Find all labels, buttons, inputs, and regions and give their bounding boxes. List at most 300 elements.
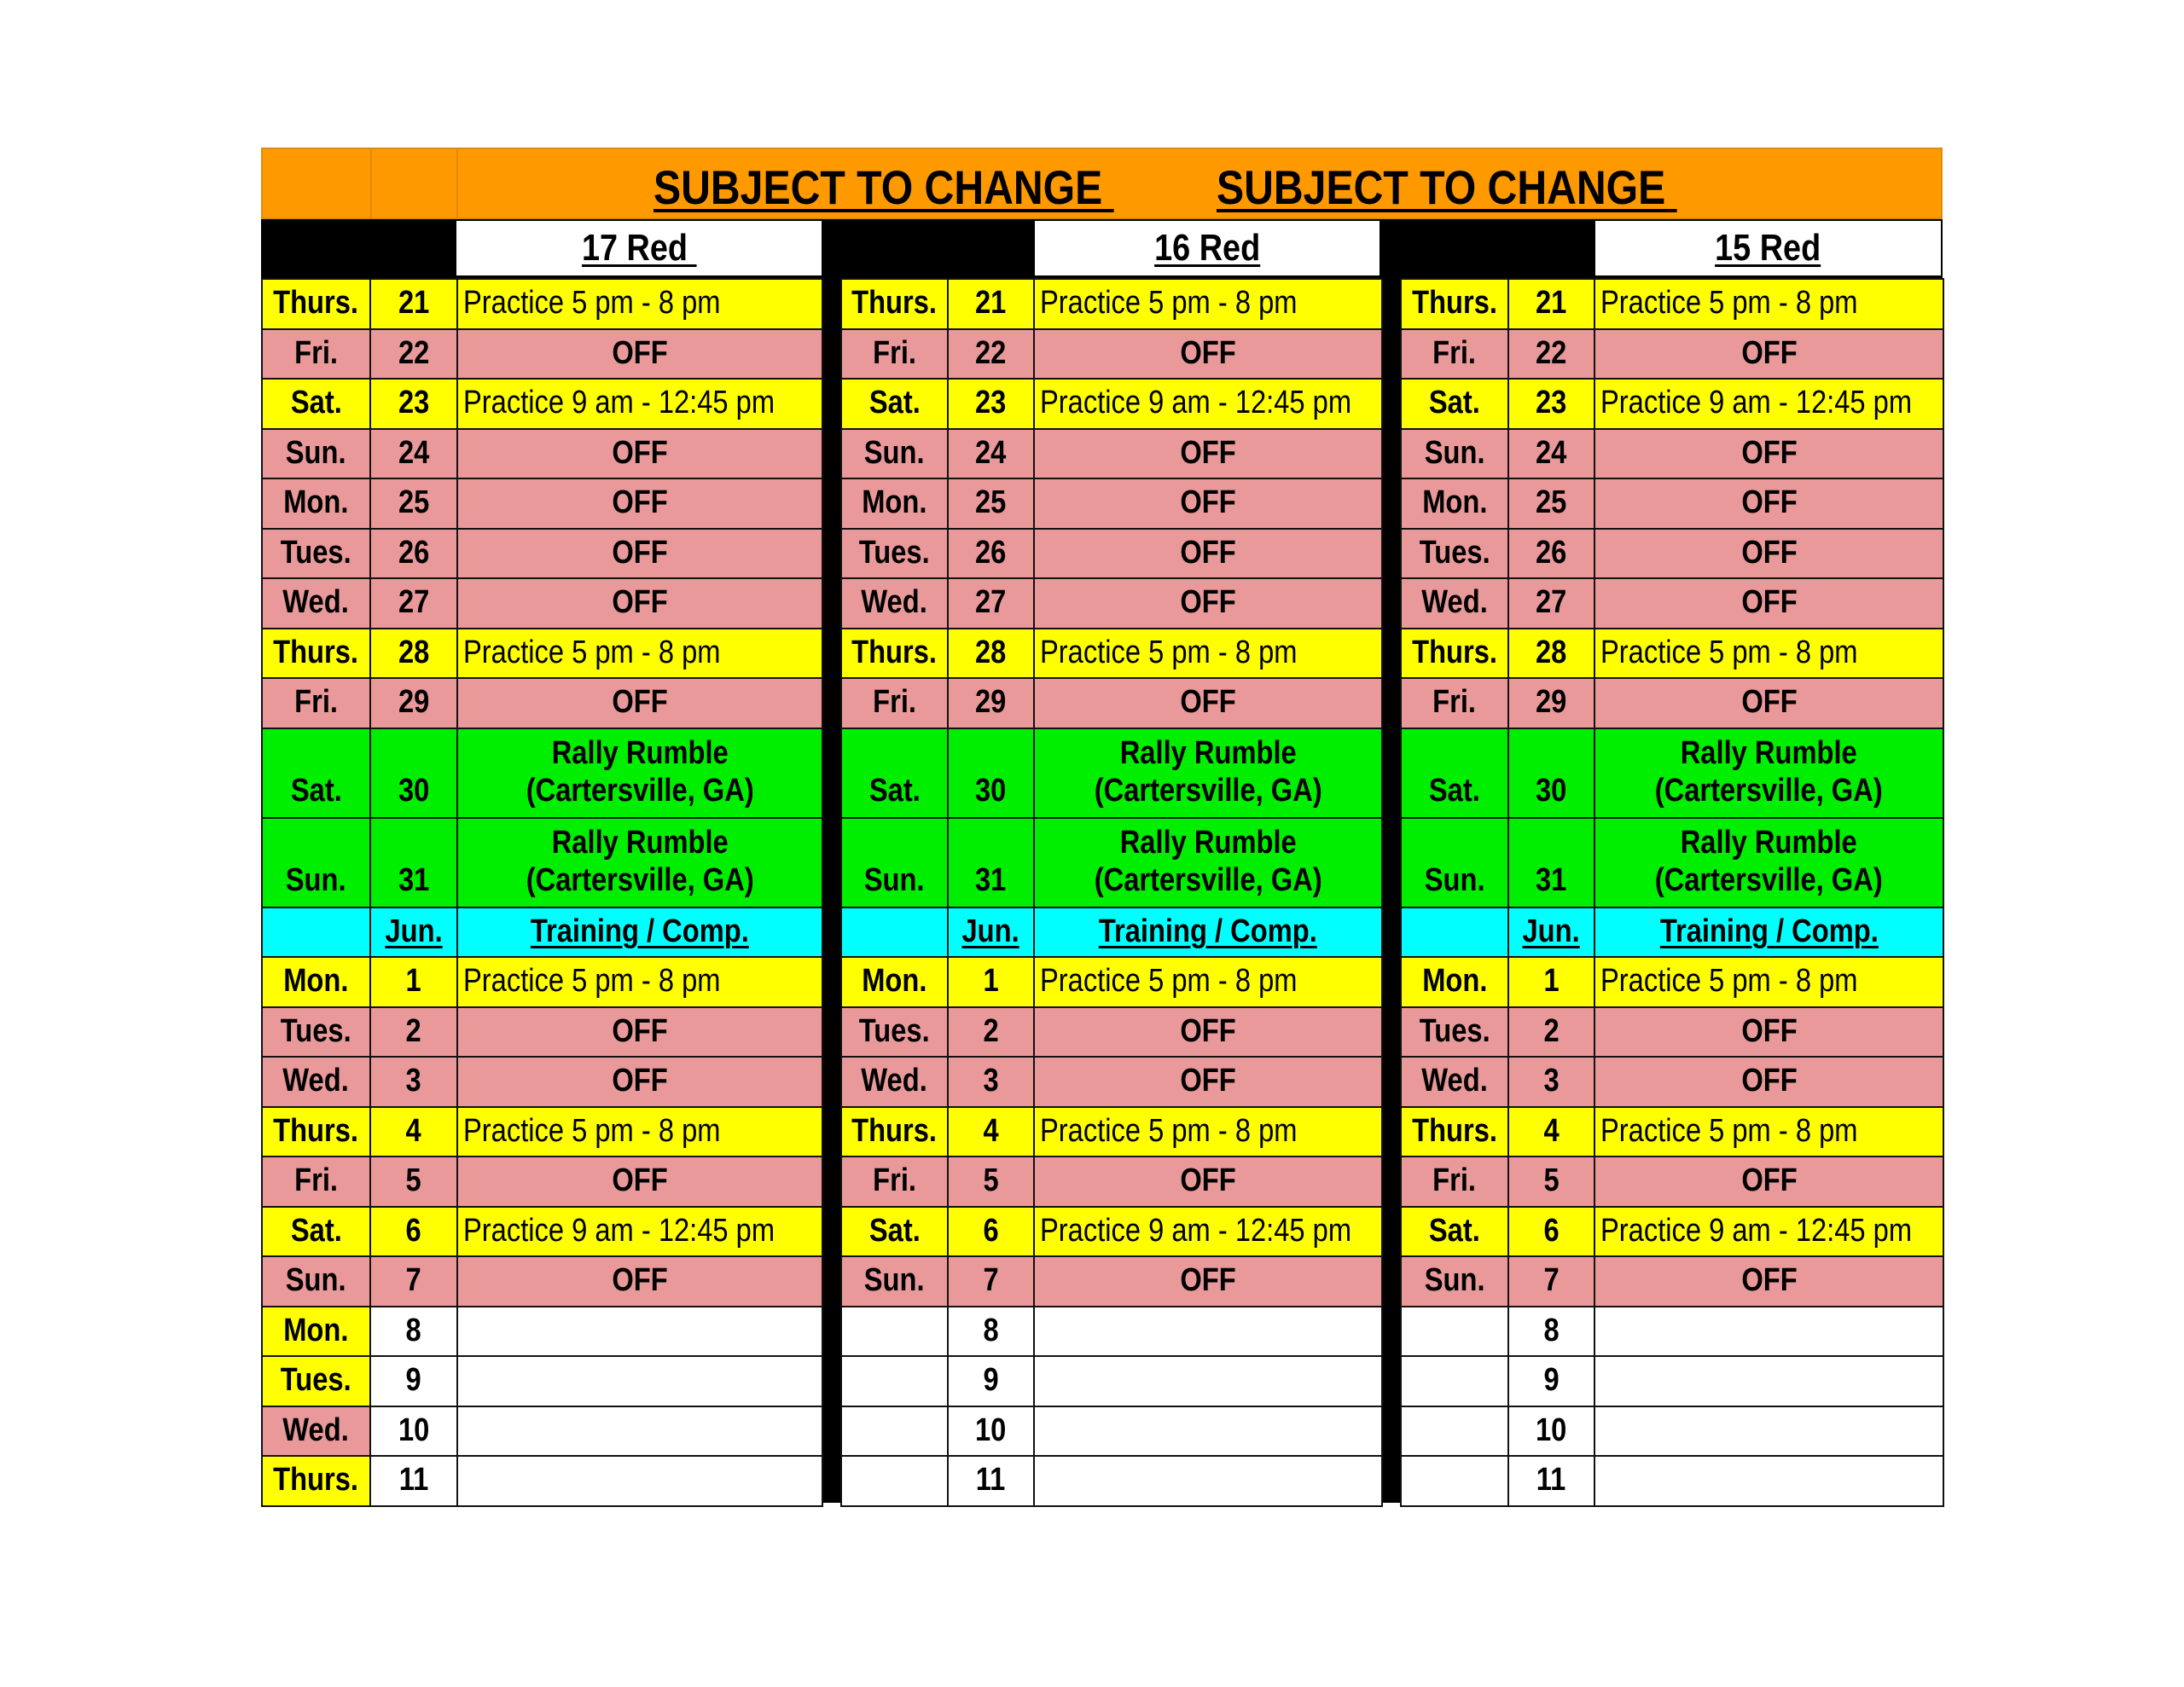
event-cell (1033, 1306, 1383, 1358)
event-cell (1033, 1056, 1383, 1108)
date-cell (369, 956, 458, 1008)
day-cell-text: Tues. (1419, 534, 1490, 571)
event-cell-text: OFF (612, 1063, 668, 1099)
day-cell-text: Tues. (859, 534, 930, 571)
event-cell (456, 907, 823, 959)
date-cell (369, 1255, 458, 1307)
day-cell (261, 528, 371, 580)
date-cell (1507, 1255, 1595, 1307)
day-cell-text: Sat. (868, 1212, 921, 1249)
date-cell-text: 8 (405, 1312, 422, 1348)
date-cell (1507, 677, 1595, 729)
day-cell (840, 528, 949, 580)
day-cell (1400, 378, 1509, 430)
day-cell (261, 378, 371, 430)
event-cell (1594, 528, 1944, 580)
event-cell-text: Rally Rumble (Cartersville, GA) (526, 825, 754, 898)
date-cell (1507, 278, 1595, 330)
day-cell-text: Wed. (861, 584, 928, 621)
date-cell (369, 1056, 458, 1108)
day-cell (840, 728, 949, 819)
date-cell (1507, 817, 1595, 908)
day-cell (840, 907, 949, 959)
date-cell-text: 28 (1536, 634, 1567, 670)
day-cell (1400, 577, 1509, 629)
date-cell (1507, 1355, 1595, 1407)
event-cell (456, 528, 823, 580)
event-cell (1594, 956, 1944, 1008)
event-cell (1594, 817, 1944, 908)
schedule-row (261, 428, 1943, 480)
date-cell (947, 1156, 1035, 1208)
date-cell-text: Jun. (961, 913, 1020, 949)
event-cell (456, 278, 823, 330)
day-cell-text: Thurs. (273, 634, 359, 670)
event-cell (1594, 1255, 1944, 1307)
day-cell (840, 1306, 949, 1358)
date-cell (369, 528, 458, 580)
event-cell-text: OFF (1740, 434, 1798, 471)
date-cell-text: 9 (1543, 1362, 1560, 1399)
event-cell (1594, 428, 1944, 480)
date-cell-text: 9 (405, 1362, 422, 1399)
event-cell (456, 1206, 823, 1258)
day-cell-text: Tues. (281, 1362, 351, 1399)
day-cell (840, 378, 949, 430)
day-cell-text: Fri. (873, 334, 916, 371)
event-cell-text: Practice 5 pm - 8 pm (1040, 285, 1298, 322)
day-cell (1400, 478, 1509, 530)
day-cell-text: Thurs. (1412, 1112, 1497, 1149)
date-cell (1507, 1056, 1595, 1108)
event-cell (456, 1056, 823, 1108)
event-cell-text: Practice 5 pm - 8 pm (463, 1112, 721, 1149)
date-cell (369, 428, 458, 480)
day-cell (261, 956, 371, 1008)
date-cell (369, 1156, 458, 1208)
date-cell (947, 677, 1035, 729)
date-cell-text: 31 (975, 861, 1007, 898)
day-cell-text: Mon. (283, 963, 349, 1000)
day-cell (261, 628, 371, 680)
date-cell-text: Jun. (385, 913, 443, 949)
subject-to-change-banner (261, 148, 1943, 219)
event-cell-text: Rally Rumble (Cartersville, GA) (1094, 735, 1322, 809)
date-cell-text: 21 (975, 285, 1007, 322)
date-cell-text: 10 (1536, 1412, 1567, 1448)
event-cell (1594, 577, 1944, 629)
date-cell (947, 1455, 1035, 1507)
event-cell-text: OFF (612, 534, 668, 571)
date-cell (1507, 1106, 1595, 1158)
date-cell-text: 4 (1543, 1112, 1560, 1149)
event-cell (456, 1006, 823, 1058)
schedule-row (261, 677, 1943, 729)
day-cell (840, 1355, 949, 1407)
day-cell-text: Wed. (1421, 1063, 1488, 1099)
date-cell (369, 907, 458, 959)
date-cell-text: 29 (1536, 684, 1567, 721)
event-cell (1033, 728, 1383, 819)
event-cell-text: Practice 5 pm - 8 pm (1600, 634, 1858, 670)
day-cell-text: Tues. (1419, 1012, 1490, 1049)
day-cell (261, 1306, 371, 1358)
date-cell-text: 8 (983, 1312, 999, 1348)
date-cell-text: 23 (398, 385, 430, 421)
event-cell-text: OFF (1740, 1162, 1798, 1199)
day-cell-text: Sat. (868, 385, 921, 421)
event-cell-text: Practice 9 am - 12:45 pm (463, 1212, 775, 1249)
schedule-row (261, 1306, 1943, 1358)
date-cell-text: 26 (975, 534, 1007, 571)
date-cell-text: 7 (983, 1262, 999, 1299)
day-cell (840, 817, 949, 908)
date-cell (369, 628, 458, 680)
event-cell-text: OFF (1180, 534, 1236, 571)
event-cell (1033, 907, 1383, 959)
event-cell (456, 1156, 823, 1208)
day-cell (261, 1255, 371, 1307)
date-cell (1507, 956, 1595, 1008)
event-cell-text: Training / Comp. (530, 913, 750, 949)
date-cell (1507, 728, 1595, 819)
schedule-row (261, 1056, 1943, 1108)
event-cell (1033, 428, 1383, 480)
day-cell-text: Thurs. (1412, 634, 1497, 670)
date-cell-text: 11 (976, 1462, 1006, 1499)
date-cell (369, 328, 458, 380)
event-cell (1594, 1206, 1944, 1258)
date-cell-text: 1 (983, 963, 999, 1000)
day-cell (1400, 1206, 1509, 1258)
date-cell-text: 6 (983, 1212, 999, 1249)
schedule-row (261, 378, 1943, 430)
day-cell-text: Thurs. (273, 285, 359, 322)
event-cell-text: Practice 9 am - 12:45 pm (463, 385, 775, 421)
schedule-row (261, 956, 1943, 1008)
event-cell (1594, 1056, 1944, 1108)
date-cell-text: 7 (405, 1262, 422, 1299)
event-cell (456, 1306, 823, 1358)
date-cell (947, 956, 1035, 1008)
event-cell-text: OFF (1180, 1012, 1236, 1049)
event-cell-text: OFF (1740, 1012, 1798, 1049)
event-cell (1594, 628, 1944, 680)
day-cell-text: Fri. (294, 334, 338, 371)
day-cell (261, 677, 371, 729)
date-cell (1507, 1156, 1595, 1208)
event-cell (1594, 1455, 1944, 1507)
date-cell-text: 22 (975, 334, 1007, 371)
event-cell (1033, 1156, 1383, 1208)
event-cell-text: Rally Rumble (Cartersville, GA) (1654, 735, 1883, 809)
schedule-row (261, 528, 1943, 580)
event-cell-text: OFF (612, 584, 668, 621)
event-cell-text: Practice 5 pm - 8 pm (1040, 963, 1298, 1000)
day-cell-text: Sun. (286, 861, 346, 898)
day-cell-text: Fri. (294, 684, 338, 721)
date-cell (369, 378, 458, 430)
day-cell (840, 278, 949, 330)
day-cell (840, 328, 949, 380)
event-cell (1033, 378, 1383, 430)
date-cell-text: 23 (1536, 385, 1567, 421)
day-cell (1400, 1106, 1509, 1158)
day-cell (840, 628, 949, 680)
day-cell-text: Sun. (286, 1262, 346, 1299)
day-cell-text: Tues. (281, 534, 351, 571)
event-cell (456, 577, 823, 629)
date-cell-text: 28 (398, 634, 430, 670)
schedule-row (261, 1406, 1943, 1458)
date-cell (947, 1355, 1035, 1407)
event-cell (456, 817, 823, 908)
day-cell-text: Sat. (1429, 772, 1480, 809)
date-cell (369, 1206, 458, 1258)
date-cell-text: 6 (405, 1212, 422, 1249)
event-cell (1594, 1156, 1944, 1208)
day-cell (261, 428, 371, 480)
day-cell (840, 956, 949, 1008)
date-cell-text: 22 (1536, 334, 1567, 371)
day-cell (261, 1106, 371, 1158)
event-cell-text: OFF (1740, 684, 1798, 721)
day-cell (1400, 628, 1509, 680)
event-cell (456, 628, 823, 680)
day-cell-text: Sat. (290, 1212, 342, 1249)
day-cell-text: Mon. (283, 1312, 349, 1348)
date-cell-text: 21 (398, 285, 430, 322)
schedule-row (261, 1006, 1943, 1058)
day-cell (1400, 956, 1509, 1008)
event-cell (1594, 677, 1944, 729)
date-cell (369, 1106, 458, 1158)
day-cell-text: Sat. (1429, 1212, 1480, 1249)
day-cell (1400, 1306, 1509, 1358)
date-cell (947, 528, 1035, 580)
date-cell (369, 677, 458, 729)
day-cell-text: Wed. (282, 1412, 350, 1448)
day-cell (261, 907, 371, 959)
day-cell (261, 278, 371, 330)
date-cell (1507, 907, 1595, 959)
schedule-row (261, 1355, 1943, 1407)
event-cell-text: Rally Rumble (Cartersville, GA) (526, 735, 754, 809)
day-cell (1400, 328, 1509, 380)
event-cell-text: Practice 5 pm - 8 pm (463, 285, 721, 322)
event-cell (1594, 1006, 1944, 1058)
day-cell (261, 478, 371, 530)
event-cell-text: Practice 5 pm - 8 pm (1600, 963, 1858, 1000)
day-cell (1400, 278, 1509, 330)
date-cell-text: 31 (1536, 861, 1567, 898)
day-cell (840, 677, 949, 729)
date-cell-text: 22 (398, 334, 430, 371)
date-cell-text: 21 (1536, 285, 1567, 322)
date-cell-text: 10 (975, 1412, 1007, 1448)
event-cell-text: OFF (1180, 334, 1236, 371)
day-cell (1400, 1406, 1509, 1458)
day-cell-text: Fri. (1432, 334, 1477, 371)
banner-divider (456, 149, 458, 217)
event-cell (1033, 1355, 1383, 1407)
date-cell-text: 3 (1543, 1063, 1560, 1099)
event-cell-text: OFF (1740, 334, 1798, 371)
event-cell (1033, 1406, 1383, 1458)
date-cell (947, 478, 1035, 530)
date-cell (1507, 1406, 1595, 1458)
event-cell-text: OFF (1740, 484, 1798, 521)
event-cell-text: OFF (1180, 1162, 1236, 1199)
date-cell-text: 3 (983, 1063, 999, 1099)
event-cell (1033, 328, 1383, 380)
team-name: 17 Red (581, 227, 697, 269)
date-cell (947, 1255, 1035, 1307)
date-cell (947, 328, 1035, 380)
team-name: 16 Red (1153, 227, 1261, 269)
day-cell-text: Mon. (862, 963, 927, 1000)
event-cell (1594, 907, 1944, 959)
day-cell (261, 728, 371, 819)
event-cell-text: OFF (1180, 1063, 1236, 1099)
event-cell (1594, 278, 1944, 330)
date-cell-text: 23 (975, 385, 1007, 421)
date-cell-text: 30 (1536, 772, 1567, 809)
day-cell-text: Sat. (868, 772, 921, 809)
day-cell (1400, 1455, 1509, 1507)
event-cell (1033, 528, 1383, 580)
schedule-row (261, 1455, 1943, 1507)
day-cell (840, 1006, 949, 1058)
event-cell (456, 1406, 823, 1458)
event-cell (456, 378, 823, 430)
day-cell (1400, 728, 1509, 819)
event-cell-text: Training / Comp. (1659, 913, 1879, 949)
day-cell (1400, 1355, 1509, 1407)
event-cell (1033, 1455, 1383, 1507)
schedule-row (261, 328, 1943, 380)
event-cell-text: OFF (612, 1262, 668, 1299)
date-cell (947, 1106, 1035, 1158)
date-cell-text: 27 (398, 584, 430, 621)
date-cell-text: 5 (983, 1162, 999, 1199)
day-cell-text: Thurs. (851, 634, 938, 670)
event-cell (1033, 278, 1383, 330)
date-cell-text: 11 (398, 1462, 429, 1499)
day-cell-text: Mon. (1421, 963, 1488, 1000)
date-cell (369, 577, 458, 629)
date-cell-text: 5 (1543, 1162, 1560, 1199)
team-header-17-red (456, 221, 822, 275)
date-cell (369, 478, 458, 530)
date-cell (1507, 378, 1595, 430)
event-cell (1033, 1206, 1383, 1258)
event-cell (1594, 728, 1944, 819)
date-cell (1507, 428, 1595, 480)
day-cell-text: Fri. (294, 1162, 338, 1199)
team-name: 15 Red (1715, 227, 1821, 269)
day-cell (840, 1406, 949, 1458)
date-cell (947, 907, 1035, 959)
date-cell-text: 26 (1536, 534, 1567, 571)
event-cell-text: OFF (1740, 1063, 1798, 1099)
day-cell-text: Mon. (1421, 484, 1488, 521)
event-cell-text: OFF (612, 1162, 668, 1199)
event-cell (456, 728, 823, 819)
day-cell-text: Fri. (873, 684, 916, 721)
date-cell-text: 25 (975, 484, 1007, 521)
event-cell (456, 1106, 823, 1158)
event-cell (1594, 1106, 1944, 1158)
event-cell-text: Practice 5 pm - 8 pm (1600, 1112, 1858, 1149)
day-cell-text: Sun. (286, 434, 346, 471)
day-cell (1400, 1056, 1509, 1108)
event-cell-text: Practice 5 pm - 8 pm (463, 634, 721, 670)
event-cell-text: Practice 5 pm - 8 pm (1040, 1112, 1298, 1149)
day-cell (840, 577, 949, 629)
day-cell-text: Wed. (1421, 584, 1488, 621)
event-cell (456, 328, 823, 380)
day-cell-text: Thurs. (273, 1112, 359, 1149)
date-cell-text: 27 (975, 584, 1007, 621)
date-cell-text: 26 (398, 534, 430, 571)
day-cell-text: Sun. (864, 1262, 925, 1299)
day-cell (261, 1006, 371, 1058)
day-cell (261, 1206, 371, 1258)
banner-text-right: SUBJECT TO CHANGE (1217, 160, 1677, 214)
event-cell (456, 1255, 823, 1307)
day-cell (1400, 1006, 1509, 1058)
date-cell-text: 29 (398, 684, 430, 721)
event-cell (1033, 677, 1383, 729)
event-cell-text: OFF (1180, 484, 1236, 521)
day-cell-text: Thurs. (851, 285, 938, 322)
day-cell (840, 1455, 949, 1507)
day-cell-text: Wed. (282, 584, 350, 621)
event-cell-text: OFF (1180, 434, 1236, 471)
date-cell-text: 1 (1543, 963, 1560, 1000)
date-cell (369, 1306, 458, 1358)
date-cell (1507, 577, 1595, 629)
date-cell (947, 1056, 1035, 1108)
event-cell (1033, 1106, 1383, 1158)
day-cell (1400, 677, 1509, 729)
date-cell-text: 2 (405, 1012, 422, 1049)
schedule-row (261, 1255, 1943, 1307)
event-cell (1033, 956, 1383, 1008)
date-cell (947, 1006, 1035, 1058)
schedule-row (261, 907, 1943, 959)
day-cell-text: Fri. (1432, 1162, 1477, 1199)
day-cell (1400, 428, 1509, 480)
day-cell (261, 328, 371, 380)
schedule-row (261, 1106, 1943, 1158)
day-cell (840, 1056, 949, 1108)
event-cell (1594, 1406, 1944, 1458)
event-cell-text: Practice 5 pm - 8 pm (1040, 634, 1298, 670)
event-cell-text: OFF (1740, 584, 1798, 621)
date-cell-text: 24 (975, 434, 1007, 471)
day-cell (261, 1455, 371, 1507)
date-cell-text: 30 (975, 772, 1007, 809)
event-cell (456, 478, 823, 530)
event-cell (456, 677, 823, 729)
date-cell (1507, 1306, 1595, 1358)
event-cell (1594, 1355, 1944, 1407)
day-cell-text: Fri. (1432, 684, 1477, 721)
event-cell (1033, 1006, 1383, 1058)
event-cell (1594, 1306, 1944, 1358)
